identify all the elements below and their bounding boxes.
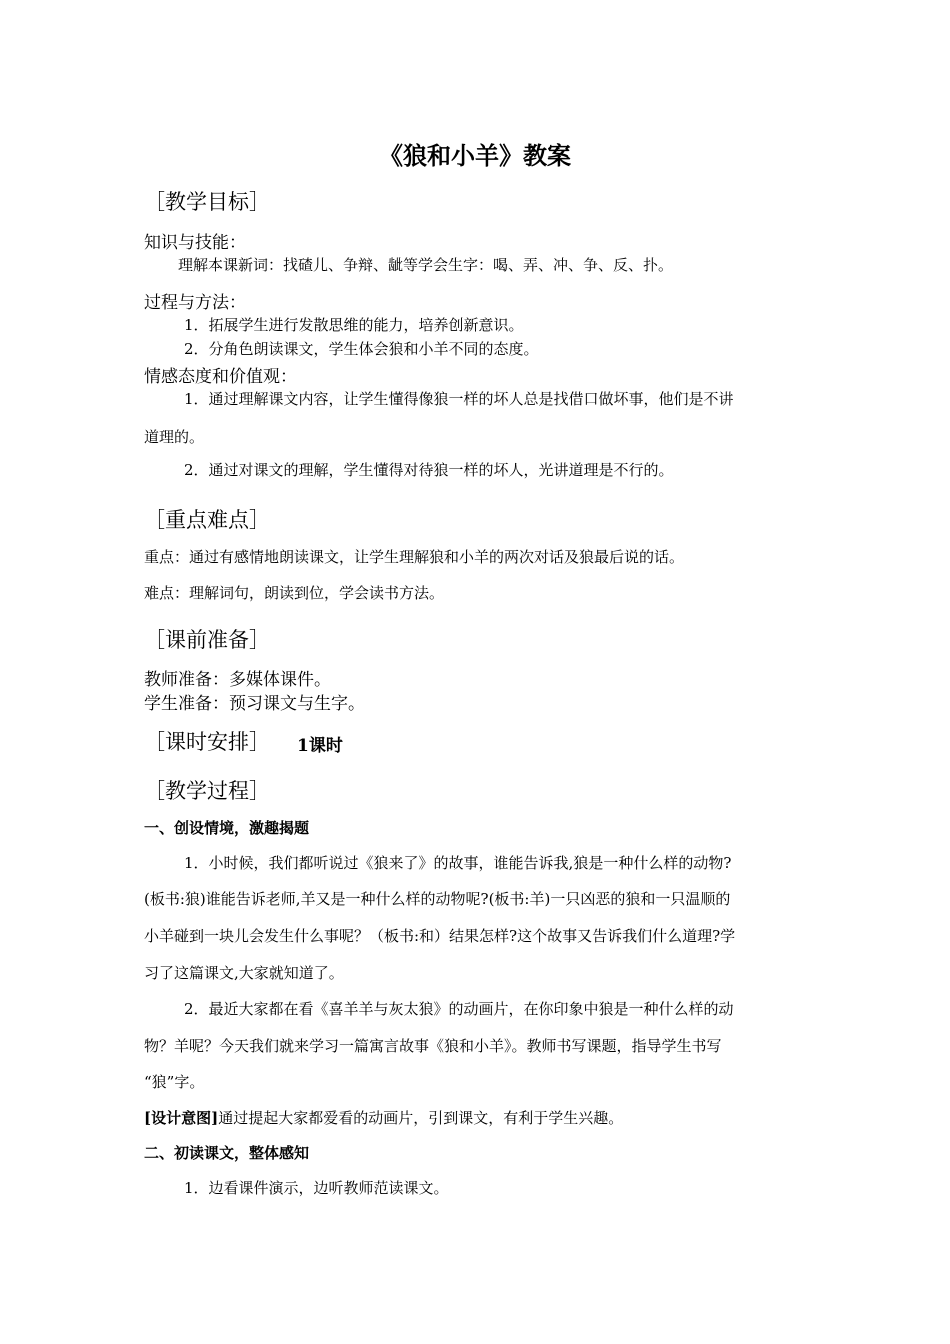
difficult-point-label: 难点： xyxy=(144,584,190,602)
process-label: 过程与方法： xyxy=(144,293,246,313)
design-intent-text: 通过提起大家都爱看的动画片，引到课文，有利于学生兴趣。 xyxy=(218,1109,624,1127)
difficult-point-text: 理解词句，朗读到位，学会读书方法。 xyxy=(189,584,445,602)
section-heading-preparation: ［课前准备］ xyxy=(144,628,270,652)
paragraph-1-line-2: (板书:狼)谁能告诉老师,羊又是一种什么样的动物呢?(板书:羊)一只凶恶的狼和一只温顺的 xyxy=(144,890,731,908)
attitude-label: 情感态度和价值观： xyxy=(144,367,297,387)
section-heading-key-points: ［重点难点］ xyxy=(144,508,270,532)
paragraph-2-line-3: “狼”字。 xyxy=(144,1073,205,1091)
student-preparation: 学生准备：预习课文与生字。 xyxy=(144,694,365,714)
schedule-value: 1课时 xyxy=(297,736,343,756)
knowledge-text: 理解本课新词：找碴儿、争辩、龇等学会生字：喝、弄、冲、争、反、扑。 xyxy=(178,256,674,274)
difficult-point xyxy=(144,582,444,603)
paragraph-1-line-1: 1．小时候，我们都听说过《狼来了》的故事，谁能告诉我,狼是一种什么样的动物? xyxy=(184,854,732,872)
paragraph-2-line-2: 物？羊呢？今天我们就来学习一篇寓言故事《狼和小羊》。教师书写课题，指导学生书写 xyxy=(144,1037,722,1055)
section-heading-schedule: ［课时安排］ xyxy=(144,730,270,754)
part-1-title: 一、创设情境，激趣揭题 xyxy=(144,819,310,837)
paragraph-2-line-1: 2．最近大家都在看《喜羊羊与灰太狼》的动画片，在你印象中狼是一种什么样的动 xyxy=(184,1000,734,1018)
design-intent xyxy=(144,1107,623,1128)
key-point-label: 重点： xyxy=(144,548,190,566)
part-2-title: 二、初读课文，整体感知 xyxy=(144,1144,310,1162)
part-2-item-1: 1．边看课件演示，边听教师范读课文。 xyxy=(184,1179,449,1197)
attitude-item-1-line-2: 道理的。 xyxy=(144,428,205,446)
key-point-text: 通过有感情地朗读课文，让学生理解狼和小羊的两次对话及狼最后说的话。 xyxy=(189,548,685,566)
paragraph-1-line-3: 小羊碰到一块儿会发生什么事呢？（板书:和）结果怎样?这个故事又告诉我们什么道理?学 xyxy=(144,927,736,945)
knowledge-label: 知识与技能： xyxy=(144,233,246,253)
section-heading-objectives: ［教学目标］ xyxy=(144,190,270,214)
document-title: 《狼和小羊》教案 xyxy=(379,141,571,170)
attitude-item-2: 2．通过对课文的理解，学生懂得对待狼一样的坏人，光讲道理是不行的。 xyxy=(184,461,674,479)
paragraph-1-line-4: 习了这篇课文,大家就知道了。 xyxy=(144,964,344,982)
process-item-2: 2．分角色朗读课文，学生体会狼和小羊不同的态度。 xyxy=(184,340,539,358)
process-item-1: 1．拓展学生进行发散思维的能力，培养创新意识。 xyxy=(184,316,524,334)
design-intent-label: [设计意图] xyxy=(144,1109,219,1127)
key-point xyxy=(144,546,684,567)
attitude-item-1-line-1: 1．通过理解课文内容，让学生懂得像狼一样的坏人总是找借口做坏事，他们是不讲 xyxy=(184,390,734,408)
teacher-preparation: 教师准备：多媒体课件。 xyxy=(144,670,331,690)
section-heading-process: ［教学过程］ xyxy=(144,779,270,803)
